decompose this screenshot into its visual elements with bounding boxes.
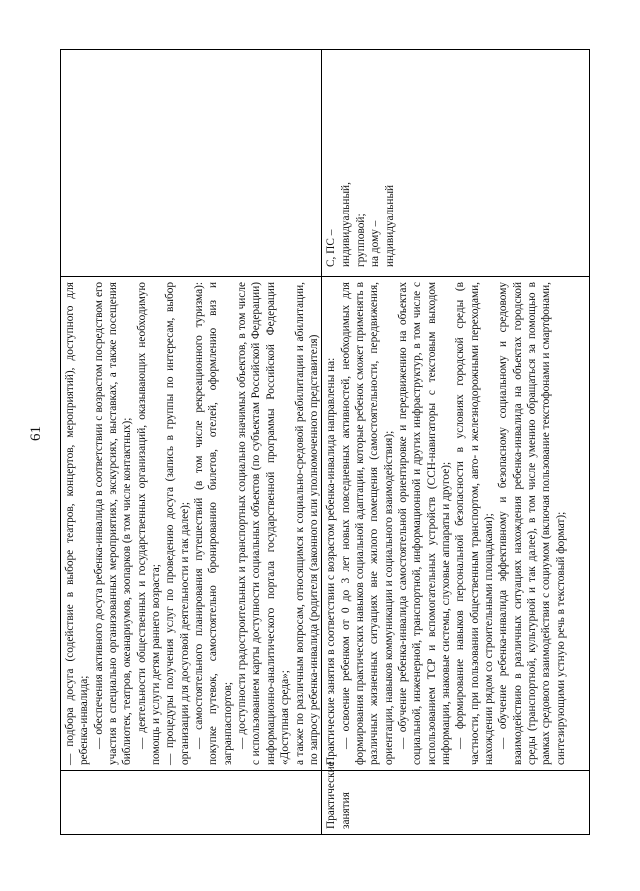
services-table — [60, 49, 590, 835]
table-row — [322, 50, 590, 835]
service-label: Практические занятия — [325, 761, 352, 829]
paragraph: а также по различным вопросам, относящимся к социально-средовой реабилитации и абилитации, по запросу ребенка-инвалида (родителя (законного или уполномоченного представителя) — [293, 282, 320, 765]
row2-label-cell — [322, 761, 590, 835]
row1-form-cell — [61, 50, 322, 277]
paragraph: — деятельности общественных и государственных организаций, оказывающих необходимую помощь и услуги детям раннего возраста; — [135, 282, 163, 765]
form-line: индивидуальный — [383, 184, 396, 267]
form-line: индивидуальный, — [339, 182, 352, 267]
paragraph: — освоение ребенком от 0 до 3 лет новых повседневных активностей, необходимых для формирования практических навыков социальной адаптации, которые ребенок сможет применять в различных жизненных ситуациях вне жилого помещения (самостоятельности, передвижения, ориентации, навыков коммуникации и социального взаимодействия); — [339, 282, 395, 765]
paragraph: — подбора досуга (содействие в выборе театров, концертов, мероприятий), доступного для ребенка-инвалида; — [64, 282, 91, 765]
table-row — [61, 50, 322, 835]
paragraph: — формирование навыков персональной безопасности в условиях городской среды (в частности, при пользовании общественным транспортом, авто- и железнодорожными переходами, нахождении рядом со строительными площадками); — [454, 282, 495, 765]
form-line: групповой; — [354, 213, 367, 267]
paragraph: — обеспечения активного досуга ребенка-инвалида в соответствии с возрастом посредством его участия в специально организованных мероприятиях, экскурсиях, выставках, а также посещения библиотек, театров, океанариумов, зоопарков (в том числе контактных); — [92, 282, 134, 765]
paragraph: — доступности градостроительных и транспортных социально значимых объектов, в том числе с использованием карты доступности социальных объектов (по субъектам Российской Федерации) информационно-аналитического портала государственной программы Российской Федерации «Доступная среда»; — [236, 282, 292, 765]
form-line: на дому – — [369, 220, 382, 267]
paragraph: Практические занятия в соответствии с возрастом ребенка-инвалида направлены на: — [325, 357, 338, 765]
row2-form-cell — [322, 50, 590, 277]
paragraph: — процедуры получения услуг по проведению досуга (запись в группы по интересам, выбор организации для досуговой деятельности и так далее); — [164, 282, 191, 765]
form-line: С, ПС – — [325, 229, 338, 267]
row1-content-cell — [61, 277, 322, 771]
row2-content-cell — [322, 277, 590, 771]
row1-label-cell — [61, 771, 322, 835]
page-number: 61 — [28, 426, 44, 441]
paragraph: — самостоятельного планирования путешествий (в том числе рекреационного туризма): покупке путевок, самостоятельно бронированию билетов, отелей, оформлению виз и загранпаспортов; — [193, 282, 234, 765]
paragraph: — обучение ребенка-инвалида эффективному и безопасному социальному и средовому взаимодействию в различных ситуациях нахождения ребенка-инвалида на объектах городской среды (транспортной, культурной и так далее), в том числе умению обращаться за помощью в рамках средового взаимодействия с социумом (включая пользование текстофонами и смартфонами, синтезирующими устную речь в текстовый формат); — [497, 282, 567, 765]
paragraph: — обучение ребенка-инвалида самостоятельной ориентировке и передвижению на объектах социальной, инженерной, транспортной, информационной и других инфраструктур, в том числе с использованием ТСР и вспомогательных устройств (ССН-навигаторы с текстовым выходом информации, знаковые системы, слуховые аппараты и другое); — [396, 282, 452, 765]
